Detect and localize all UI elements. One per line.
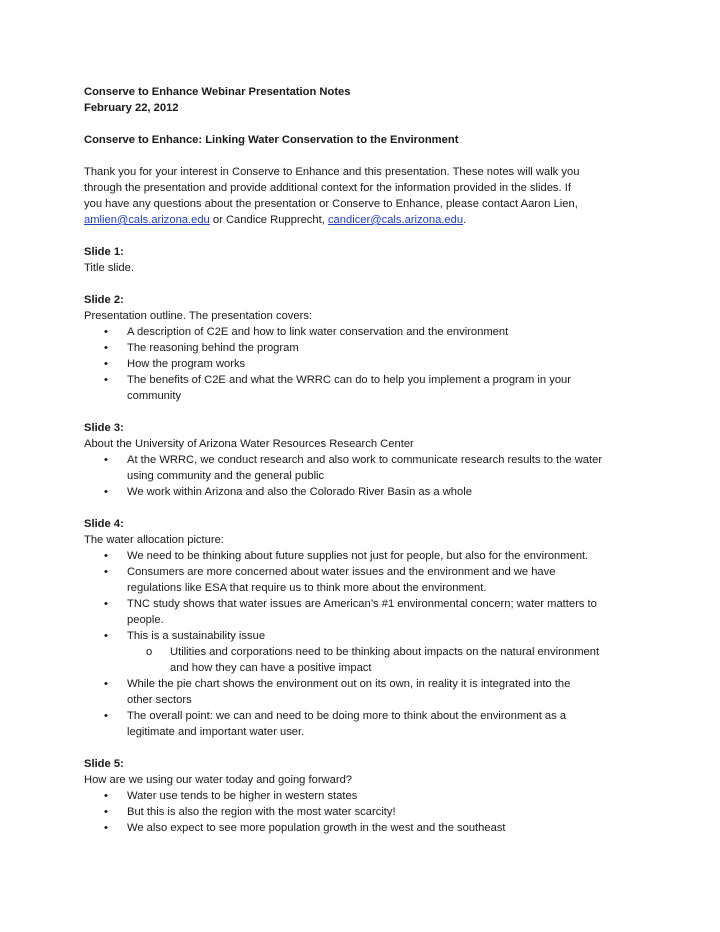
list-item bbox=[84, 372, 644, 404]
list-item-text: community bbox=[127, 390, 182, 402]
list-item-text: • But this is also the region with the most water scarcity! bbox=[127, 806, 396, 818]
list-item-text: • Consumers are more concerned about water issues and the environment and we have bbox=[127, 566, 556, 578]
document-page bbox=[84, 84, 644, 836]
slide-description: Title slide. bbox=[84, 262, 134, 274]
intro-paragraph bbox=[84, 164, 644, 228]
document-subtitle: Conserve to Enhance: Linking Water Conservation to the Environment bbox=[84, 134, 459, 146]
list-item bbox=[84, 804, 644, 820]
list-item-text: • We need to be thinking about future supplies not just for people, but also for the environment. bbox=[127, 550, 589, 562]
list-item-text: • At the WRRC, we conduct research and also work to communicate research results to the water bbox=[127, 454, 603, 466]
list-item-text: • This is a sustainability issue bbox=[127, 630, 266, 642]
list-item bbox=[84, 548, 644, 564]
list-item-text: • The reasoning behind the program bbox=[127, 342, 299, 354]
list-item bbox=[84, 452, 644, 484]
list-item bbox=[84, 628, 644, 676]
list-item-text: • We also expect to see more population growth in the west and the southeast bbox=[127, 822, 506, 834]
intro-line: through the presentation and provide additional context for the information provided in the slides. If bbox=[84, 182, 571, 194]
slide-heading: Slide 4: bbox=[84, 518, 124, 530]
sub-list-item bbox=[84, 644, 644, 676]
list-item-text: regulations like ESA that require us to think more about the environment. bbox=[127, 582, 487, 594]
bullet-list bbox=[84, 788, 644, 836]
list-item-text: and how they can have a positive impact bbox=[170, 662, 372, 674]
document-date: February 22, 2012 bbox=[84, 102, 179, 114]
list-item-text: • While the pie chart shows the environment out on its own, in reality it is integrated into the bbox=[127, 678, 571, 690]
bullet-list bbox=[84, 324, 644, 404]
slide-heading: Slide 1: bbox=[84, 246, 124, 258]
slide-heading: Slide 3: bbox=[84, 422, 124, 434]
bullet-list bbox=[84, 452, 644, 500]
list-item-text: • We work within Arizona and also the Colorado River Basin as a whole bbox=[127, 486, 472, 498]
intro-contact-line bbox=[84, 212, 644, 228]
list-item bbox=[84, 356, 644, 372]
list-item-text: people. bbox=[127, 614, 164, 626]
bullet-list bbox=[84, 548, 644, 740]
intro-text: . bbox=[463, 214, 467, 226]
slide-heading: Slide 2: bbox=[84, 294, 124, 306]
list-item-text: • The benefits of C2E and what the WRRC can do to help you implement a program in your bbox=[127, 374, 571, 386]
slide-description: How are we using our water today and going forward? bbox=[84, 774, 353, 786]
document-title: Conserve to Enhance Webinar Presentation Notes bbox=[84, 86, 351, 98]
slide-description: Presentation outline. The presentation covers: bbox=[84, 310, 313, 322]
list-item-text: • How the program works bbox=[127, 358, 246, 370]
intro-line: you have any questions about the presentation or Conserve to Enhance, please contact Aaron Lien, bbox=[84, 198, 578, 210]
email-link-aaron[interactable]: amlien@cals.arizona.edu bbox=[84, 214, 210, 226]
sub-bullet-list bbox=[127, 644, 644, 676]
slide-description: About the University of Arizona Water Resources Research Center bbox=[84, 438, 414, 450]
list-item-text: using community and the general public bbox=[127, 470, 325, 482]
list-item bbox=[84, 820, 644, 836]
list-item bbox=[84, 676, 644, 708]
list-item-text: • Water use tends to be higher in western states bbox=[127, 790, 358, 802]
intro-text: or Candice Rupprecht, bbox=[209, 214, 328, 226]
list-item bbox=[84, 340, 644, 356]
list-item bbox=[84, 564, 644, 596]
list-item-text: legitimate and important water user. bbox=[127, 726, 305, 738]
slide-description: The water allocation picture: bbox=[84, 534, 224, 546]
list-item-text: • TNC study shows that water issues are American’s #1 environmental concern; water matters to bbox=[127, 598, 597, 610]
intro-line: Thank you for your interest in Conserve to Enhance and this presentation. These notes will walk you bbox=[84, 166, 580, 178]
list-item bbox=[84, 484, 644, 500]
list-item bbox=[84, 788, 644, 804]
list-item-text: • A description of C2E and how to link water conservation and the environment bbox=[127, 326, 509, 338]
list-item-text: o Utilities and corporations need to be thinking about impacts on the natural environment bbox=[170, 646, 600, 658]
list-item-text: other sectors bbox=[127, 694, 192, 706]
list-item bbox=[84, 324, 644, 340]
list-item bbox=[84, 708, 644, 740]
email-link-candice[interactable]: candicer@cals.arizona.edu bbox=[327, 214, 464, 226]
list-item bbox=[84, 596, 644, 628]
slide-heading: Slide 5: bbox=[84, 758, 124, 770]
list-item-text: • The overall point: we can and need to be doing more to think about the environment as a bbox=[127, 710, 567, 722]
